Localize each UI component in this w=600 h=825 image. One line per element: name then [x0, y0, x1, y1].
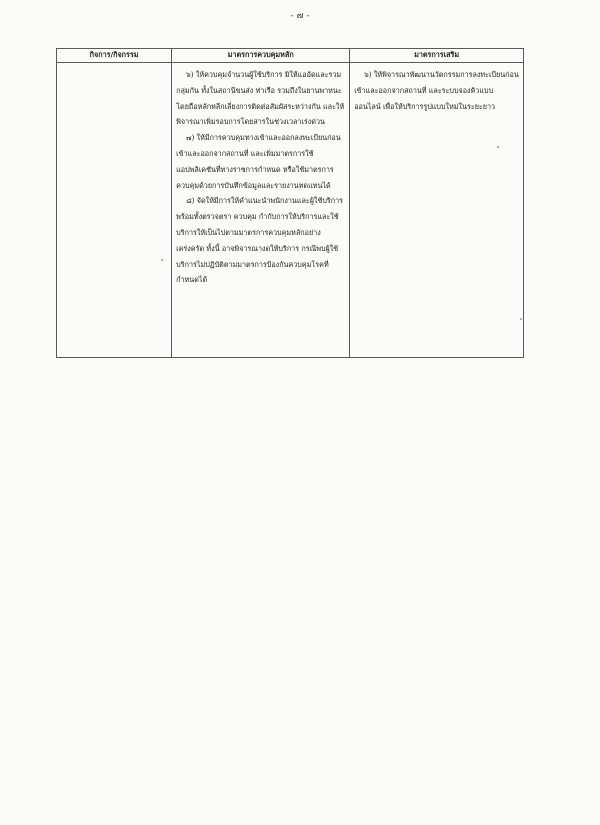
page-number: - ๗ - [290, 11, 310, 21]
main-measure-item-7: ๗) ให้มีการควบคุมทางเข้าและออกลงทะเบียนก่อนเข้าและออกจากสถานที่ และเพิ่มมาตรการใช้แอปพลิเคชันที่ทางราชการกำหนด หรือใช้มาตรการควบคุมด้วยการบันทึกข้อมูลและรายงานทดแทนได้ [176, 133, 341, 190]
scan-speck [161, 259, 163, 261]
header-main-measures: มาตรการควบคุมหลัก [172, 49, 350, 63]
measures-table [56, 48, 524, 358]
extra-measure-item-6: ๖) ให้พิจารณาพัฒนานวัตกรรมการลงทะเบียนก่อนเข้าและออกจากสถานที่ และระบบจองคิวแบบออนไลน์ เพื่อให้บริการรูปแบบใหม่ในระยะยาว [354, 70, 519, 111]
activity-cell [57, 63, 172, 358]
header-extra-measures: มาตรการเสริม [350, 49, 524, 63]
header-activity: กิจการ/กิจกรรม [57, 49, 172, 63]
scan-speck [520, 318, 522, 320]
main-measures-cell [172, 63, 350, 358]
main-measure-item-8: ๘) จัดให้มีการให้คำแนะนำพนักงานและผู้ใช้บริการ พร้อมทั้งตรวจตรา ควบคุม กำกับการให้บริการและใช้บริการให้เป็นไปตามมาตรการควบคุมหลักอย่างเคร่งครัด ทั้งนี้ อาจพิจารณางดให้บริการ กรณีพบผู้ใช้บริการไม่ปฏิบัติตามมาตรการป้องกันควบคุมโรคที่กำหนดได้ [176, 196, 343, 285]
table-header-row [57, 49, 524, 63]
main-measure-item-6: ๖) ให้ควบคุมจำนวนผู้ใช้บริการ มิให้แออัดและรวมกลุ่มกัน ทั้งในสถานีขนส่ง ท่าเรือ รวมถึงในยานพาหนะ โดยถือหลักหลีกเลี่ยงการติดต่อสัมผัสระหว่างกัน และให้พิจารณาเพิ่มรอบการโดยสารในช่วงเวลาเร่งด่วน [176, 70, 345, 127]
scan-speck [497, 146, 499, 148]
extra-measures-cell [350, 63, 524, 358]
table-row [57, 63, 524, 358]
